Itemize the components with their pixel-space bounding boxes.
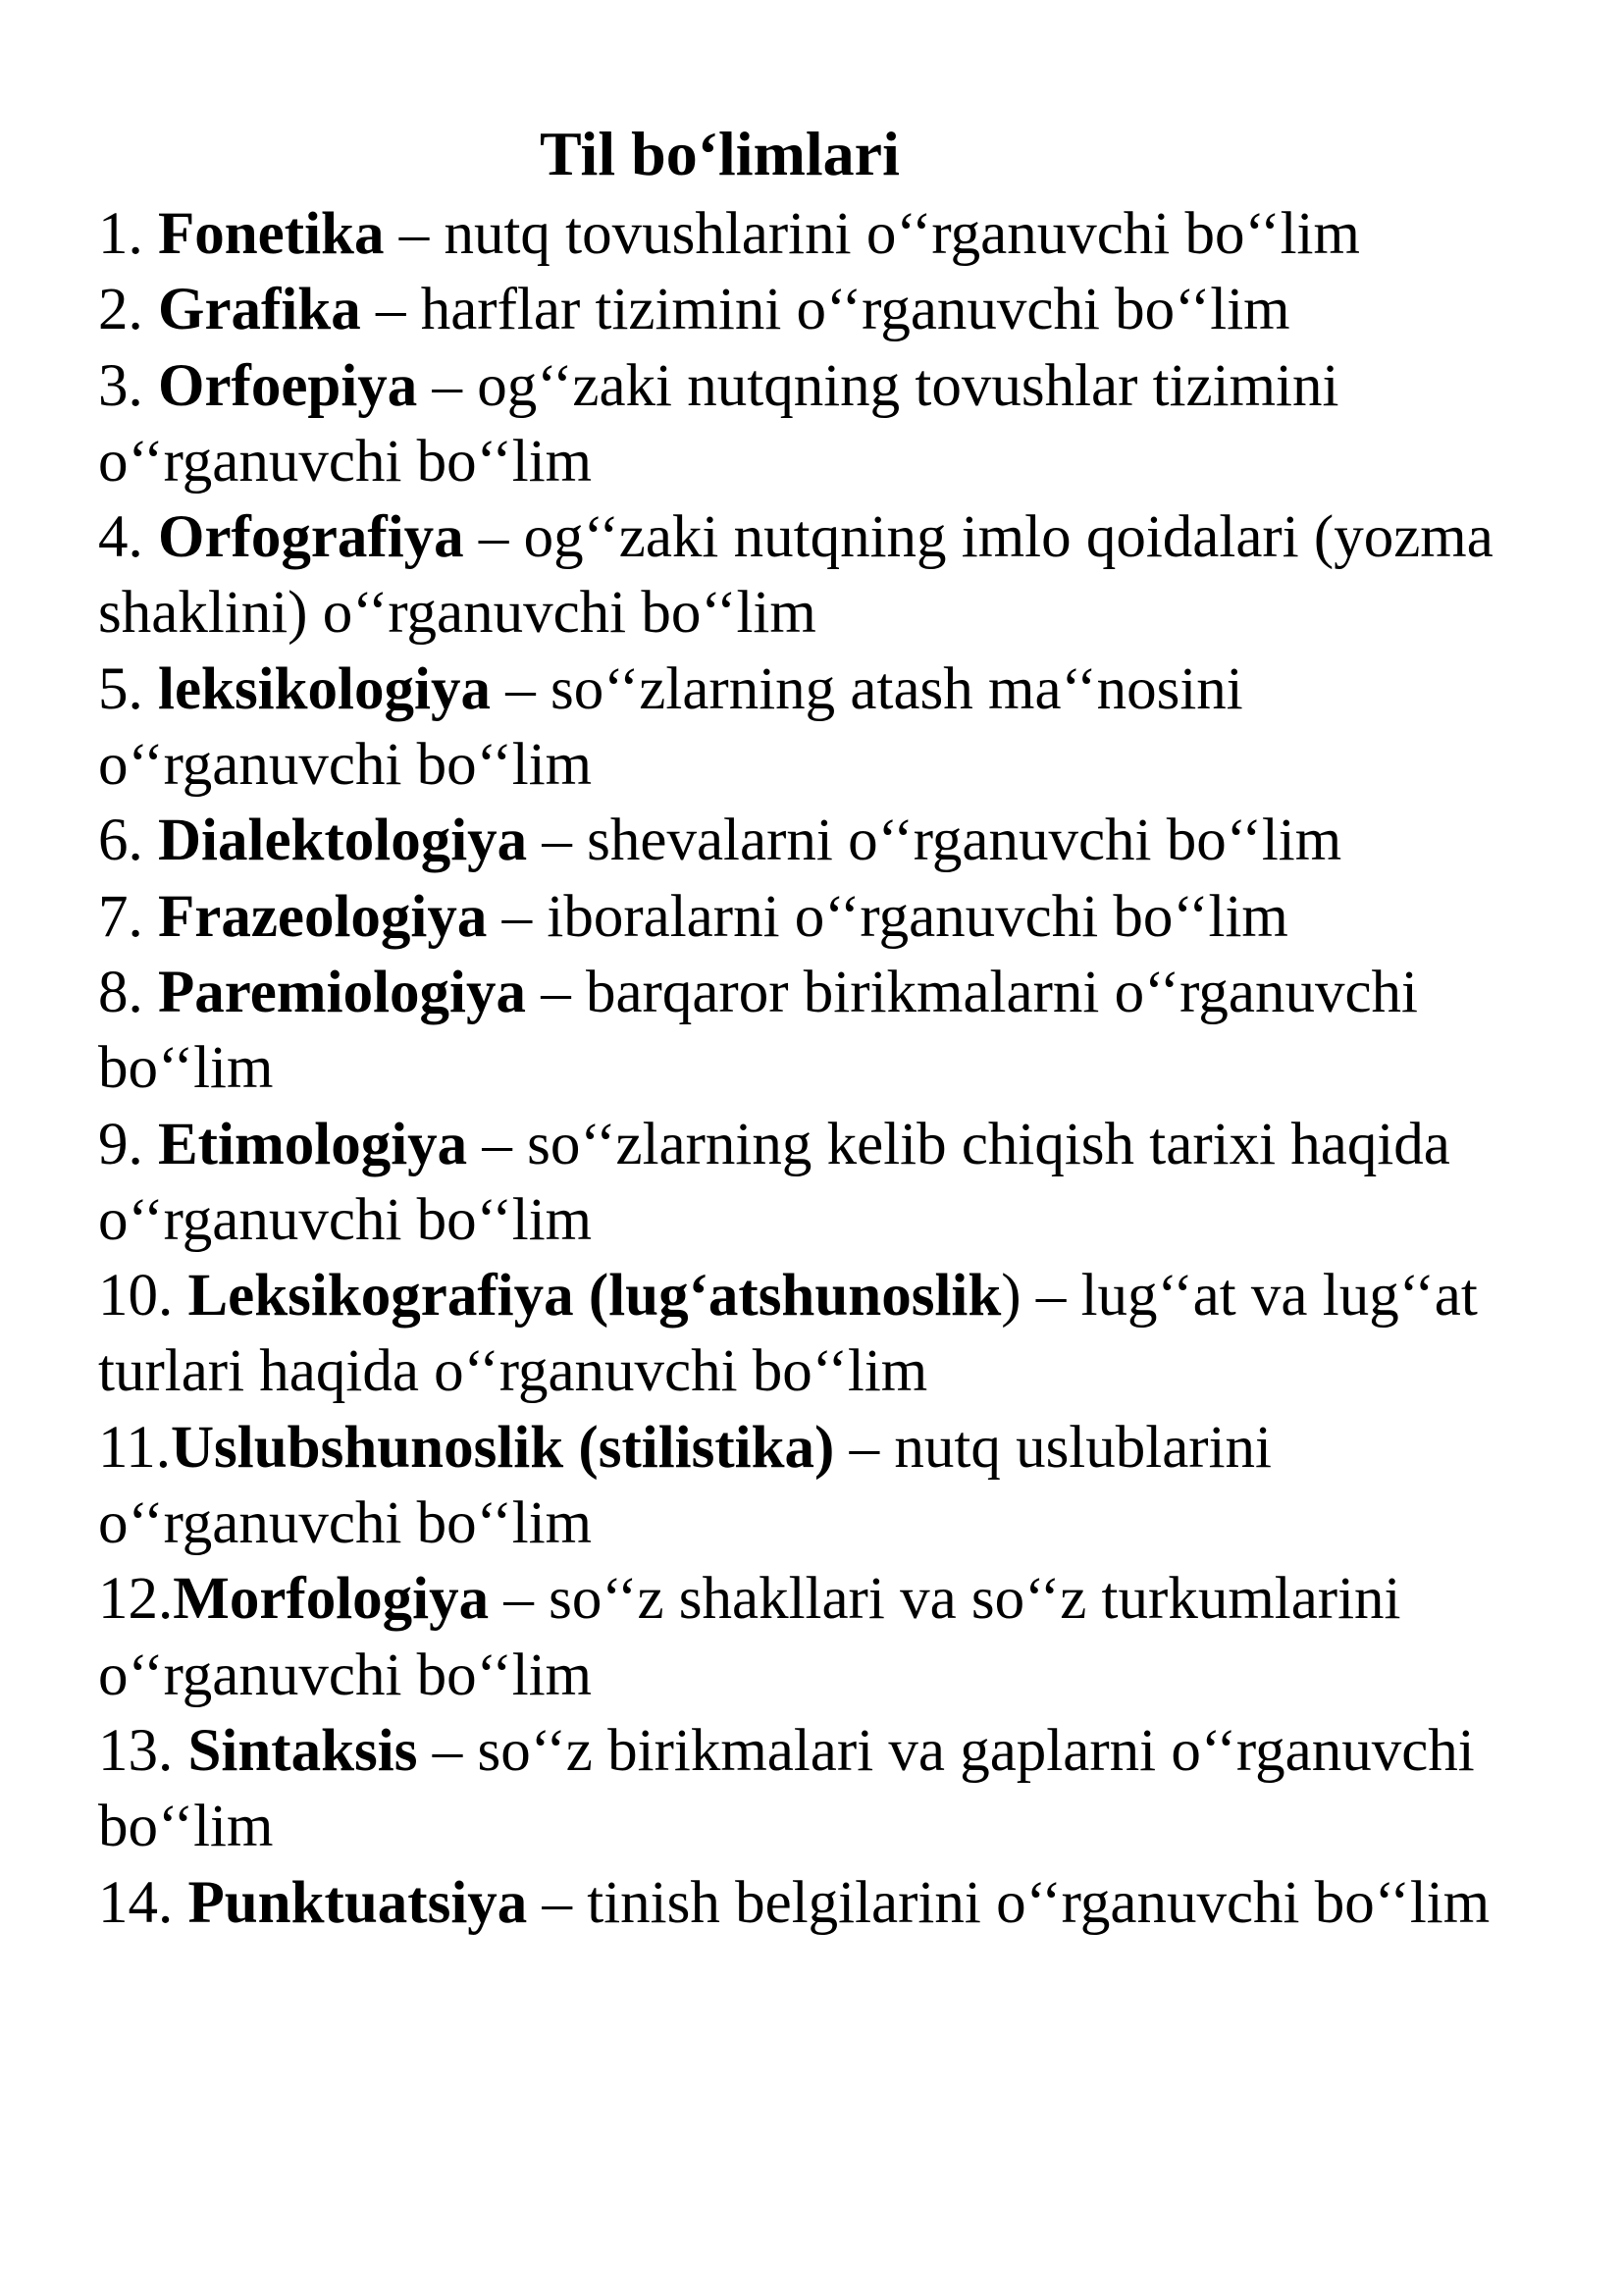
- list-item: [98, 652, 1531, 804]
- item-term: Fonetika: [158, 201, 385, 267]
- list-item: [98, 1258, 1531, 1410]
- list-item: [98, 1713, 1531, 1865]
- item-number: 4.: [98, 504, 158, 571]
- item-term: Uslubshunoslik (stilistika): [171, 1414, 835, 1481]
- list-item: [98, 803, 1531, 878]
- item-definition: – nutq tovushlarini o‘‘rganuvchi bo‘‘lim: [384, 201, 1360, 267]
- list-item: [98, 499, 1531, 652]
- item-definition: – og‘‘zaki nutqning imlo qoidalari (yozma shaklini) o‘‘rganuvchi bo‘‘lim: [98, 504, 1493, 647]
- item-definition: – shevalarni o‘‘rganuvchi bo‘‘lim: [527, 808, 1342, 874]
- item-term: Sintaksis: [187, 1717, 418, 1784]
- item-number: 8.: [98, 959, 158, 1025]
- item-number: 3.: [98, 352, 158, 419]
- list-item: [98, 955, 1531, 1107]
- item-number: 7.: [98, 883, 158, 950]
- item-term: Etimologiya: [158, 1111, 468, 1177]
- item-definition: – so‘‘zlarning kelib chiqish tarixi haqida o‘‘rganuvchi bo‘‘lim: [98, 1111, 1450, 1253]
- item-term: Grafika: [158, 277, 361, 343]
- item-term: Dialektologiya: [158, 808, 528, 874]
- item-definition: – harflar tizimini o‘‘rganuvchi bo‘‘lim: [360, 277, 1290, 343]
- list-item: [98, 196, 1531, 272]
- item-number: 2.: [98, 277, 158, 343]
- item-term: Paremiologiya: [158, 959, 526, 1025]
- item-number: 11.: [98, 1414, 171, 1481]
- list-item: [98, 879, 1531, 955]
- list-item: [98, 1107, 1531, 1259]
- item-definition: – so‘‘z birikmalari va gaplarni o‘‘rganuvchi bo‘‘lim: [98, 1717, 1475, 1860]
- list-item: [98, 1865, 1531, 1941]
- item-number: 6.: [98, 808, 158, 874]
- item-definition: – lug‘‘at va lug‘‘at turlari haqida o‘‘rganuvchi bo‘‘lim: [98, 1263, 1478, 1405]
- item-definition: – so‘‘z shakllari va so‘‘z turkumlarini o‘‘rganuvchi bo‘‘lim: [98, 1566, 1401, 1708]
- item-definition: – so‘‘zlarning atash ma‘‘nosini o‘‘rganuvchi bo‘‘lim: [98, 655, 1243, 799]
- item-definition: – barqaror birikmalarni o‘‘rganuvchi bo‘‘lim: [98, 959, 1418, 1102]
- item-number: 13.: [98, 1717, 188, 1784]
- item-definition: – iboralarni o‘‘rganuvchi bo‘‘lim: [487, 883, 1288, 950]
- list-item: [98, 1410, 1531, 1562]
- item-term: leksikologiya: [158, 655, 491, 722]
- item-term-suffix: ): [1001, 1263, 1022, 1330]
- item-number: 14.: [98, 1869, 188, 1936]
- item-term: Orfografiya: [158, 504, 464, 571]
- item-term: Orfoepiya: [158, 352, 418, 419]
- list-item: [98, 1561, 1531, 1713]
- item-term: Morfologiya: [173, 1566, 490, 1633]
- item-term: Punktuatsiya: [187, 1869, 528, 1936]
- item-definition: – og‘‘zaki nutqning tovushlar tizimini o‘‘rganuvchi bo‘‘lim: [98, 352, 1339, 495]
- item-term: Frazeologiya: [158, 883, 488, 950]
- item-number: 9.: [98, 1111, 158, 1177]
- document-title: Til bo‘limlari: [540, 119, 900, 188]
- list-item: [98, 272, 1531, 347]
- item-number: 5.: [98, 655, 158, 722]
- item-definition: – tinish belgilarini o‘‘rganuvchi bo‘‘lim: [527, 1869, 1491, 1936]
- sections-list: [98, 196, 1531, 1941]
- list-item: [98, 348, 1531, 500]
- item-definition: – nutq uslublarini o‘‘rganuvchi bo‘‘lim: [98, 1414, 1272, 1557]
- item-number: 10.: [98, 1263, 188, 1330]
- item-term: Leksikografiya (lug‘atshunoslik: [187, 1263, 1002, 1330]
- item-number: 1.: [98, 201, 158, 267]
- item-number: 12.: [98, 1566, 174, 1633]
